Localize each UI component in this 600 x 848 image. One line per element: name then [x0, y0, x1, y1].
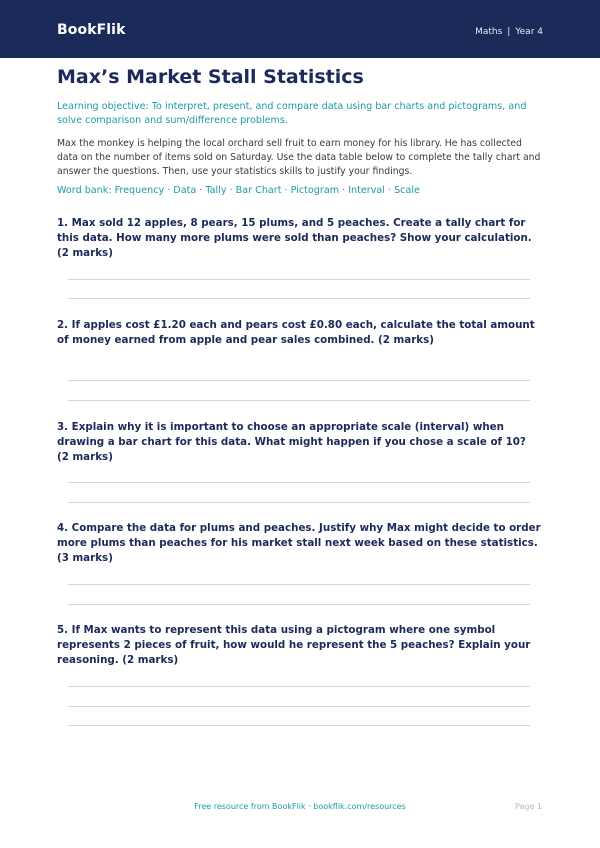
breadcrumb-separator: |	[507, 27, 511, 37]
site-header	[0, 0, 600, 58]
answer-line-q5-2[interactable]	[68, 706, 530, 707]
page-title: Max’s Market Stall Statistics	[57, 66, 364, 88]
answer-line-q4-2[interactable]	[68, 604, 530, 605]
question-1: 1. Max sold 12 apples, 8 pears, 15 plums, and 5 peaches. Create a tally chart for this data. How many more plums were sold than peaches? Show your calculation. (2 marks)	[57, 217, 532, 259]
breadcrumb-subject[interactable]: Maths	[475, 27, 503, 37]
learning-objective: Learning objective: To interpret, present, and compare data using bar charts and pictograms, and solve comparison and sum/difference problems.	[57, 101, 527, 126]
word-bank: Word bank: Frequency · Data · Tally · Bar Chart · Pictogram · Interval · Scale	[57, 185, 420, 196]
question-2: 2. If apples cost £1.20 each and pears cost £0.80 each, calculate the total amount of money earned from apple and pear sales combined. (2 marks)	[57, 319, 535, 346]
page-number: Page 1	[515, 802, 542, 811]
answer-line-q5-3[interactable]	[68, 725, 530, 726]
answer-line-q5-1[interactable]	[68, 686, 530, 687]
answer-line-q4-1[interactable]	[68, 584, 530, 585]
answer-line-q2-1[interactable]	[68, 380, 530, 381]
breadcrumb	[475, 27, 543, 37]
breadcrumb-year[interactable]: Year 4	[515, 27, 543, 37]
intro-paragraph: Max the monkey is helping the local orchard sell fruit to earn money for his library. He has collected data on the number of items sold on Saturday. Use the data table below to complete the tally chart and answer the questions. Then, use your statistics skills to justify your findings.	[57, 138, 541, 177]
answer-line-q3-2[interactable]	[68, 502, 530, 503]
answer-line-q1-2[interactable]	[68, 298, 530, 299]
question-4: 4. Compare the data for plums and peaches. Justify why Max might decide to order more plums than peaches for his market stall next week based on these statistics. (3 marks)	[57, 522, 541, 564]
footer-credit[interactable]: Free resource from BookFlik · bookflik.com/resources	[194, 802, 406, 811]
question-5: 5. If Max wants to represent this data using a pictogram where one symbol represents 2 pieces of fruit, how would he represent the 5 peaches? Explain your reasoning. (2 marks)	[57, 624, 531, 666]
question-3: 3. Explain why it is important to choose an appropriate scale (interval) when drawing a bar chart for this data. What might happen if you chose a scale of 10? (2 marks)	[57, 421, 526, 463]
answer-line-q2-2[interactable]	[68, 400, 530, 401]
answer-line-q3-1[interactable]	[68, 482, 530, 483]
answer-line-q1-1[interactable]	[68, 279, 530, 280]
brand-logo[interactable]: BookFlik	[57, 22, 126, 38]
